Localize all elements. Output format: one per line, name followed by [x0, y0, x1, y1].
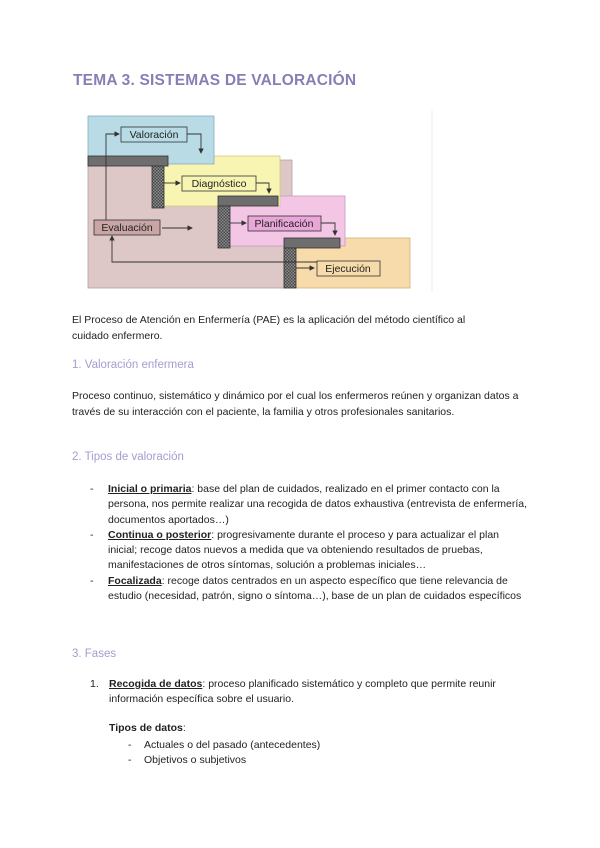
step-bar-2 [218, 196, 278, 206]
step-bar-1 [88, 156, 168, 166]
section1-heading: 1. Valoración enfermera [72, 359, 194, 371]
list-item [90, 482, 530, 528]
term-description: : base del plan de cuidados, realizado en el primer contacto con la persona, nos permite realizar una recogida de datos exhaustiva (entrevista de enfermería, documentos aportados…) [108, 483, 528, 526]
intro-paragraph: El Proceso de Atención en Enfermería (PAE) es la aplicación del método científico al cuidado enfermero. [72, 314, 466, 342]
phase-description: : proceso planificado sistemático y completo que permite reunir información específica sobre el usuario. [109, 678, 496, 706]
valoracion-types-list [90, 482, 530, 604]
ejecucion-label: Ejecución [325, 263, 371, 275]
term: Continua o posterior [108, 528, 212, 541]
step-post-3 [284, 248, 296, 288]
phase-number: 1. [90, 678, 99, 690]
bullet-dash: - [90, 528, 94, 541]
step-bar-3 [284, 238, 340, 248]
section1-text: Proceso continuo, sistemático y dinámico por el cual los enfermeros reúnen y organizan datos a través de su interacción con el paciente, la familia y otros profesionales sanitarios. [72, 390, 519, 418]
phase-term: Recogida de datos [109, 678, 203, 690]
bullet-dash: - [90, 574, 94, 587]
list-item: - Actuales o del pasado (antecedentes) [128, 739, 321, 751]
section2-heading: 2. Tipos de valoración [72, 451, 184, 463]
term: Focalizada [108, 574, 162, 587]
list-item [90, 528, 530, 574]
valoracion-label: Valoración [129, 129, 179, 141]
bullet-dash: - [128, 739, 132, 751]
pae-cycle-diagram [84, 110, 434, 292]
evaluacion-label: Evaluación [101, 222, 153, 234]
page-title: TEMA 3. SISTEMAS DE VALORACIÓN [73, 72, 357, 89]
term-description: : recoge datos centrados en un aspecto específico que tiene relevancia de estudio (necesidad, patrón, signo o síntoma…), base de un plan de cuidados específicos [108, 574, 522, 603]
step-post-1 [152, 166, 164, 208]
diagnostico-label: Diagnóstico [191, 178, 247, 190]
phase-item-1 [90, 677, 530, 708]
tipos-datos-heading: Tipos de datos: [109, 722, 186, 734]
term-description: : progresivamente durante el proceso y para actualizar el plan inicial; recoge datos nuevos a medida que va obteniendo resultados de pruebas, manifestaciones de otros síntomas, solución a problemas iniciales… [108, 528, 499, 572]
step-post-2 [218, 206, 230, 248]
list-item [90, 574, 530, 605]
planificacion-label: Planificación [254, 218, 314, 230]
bullet-dash: - [90, 483, 94, 495]
bullet-dash: - [128, 754, 132, 766]
section3-heading: 3. Fases [72, 648, 117, 660]
list-item: - Objetivos o subjetivos [128, 754, 247, 766]
term: Inicial o primaria [108, 483, 192, 495]
tipos-datos-list [128, 738, 320, 768]
